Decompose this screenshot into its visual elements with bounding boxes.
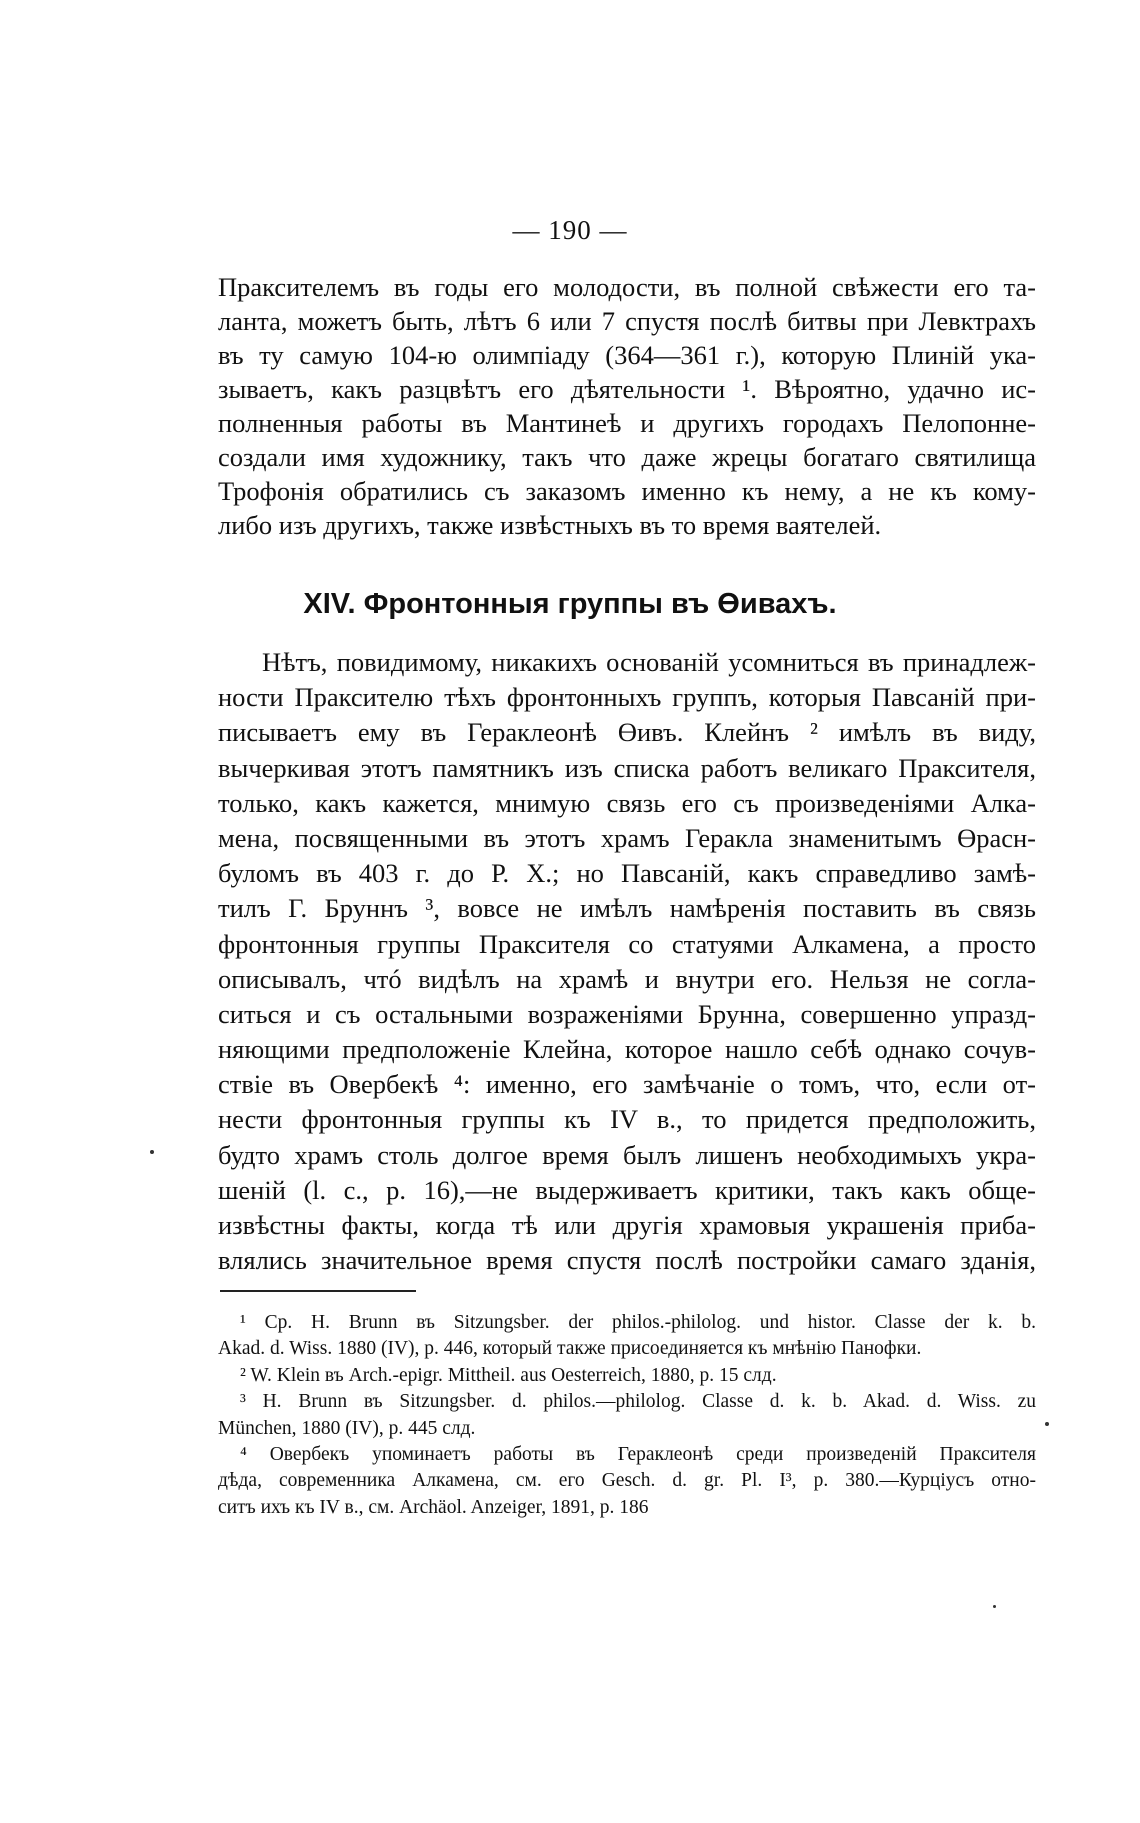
text-line: полненныя работы въ Мантинеѣ и другихъ городахъ Пелопонне- — [218, 408, 1036, 438]
text-line: создали имя художнику, такъ что даже жрецы богатаго святилища — [218, 442, 1036, 472]
text-line: Трофонія обратились съ заказомъ именно къ нему, а не къ кому- — [218, 476, 1036, 506]
text-line: ланта, можетъ быть, лѣтъ 6 или 7 спустя послѣ битвы при Левктрахъ — [218, 306, 1036, 336]
text-line: ситься и съ остальными возраженіями Брунна, совершенно упразд- — [218, 998, 1036, 1029]
text-line: писываетъ ему въ Гераклеонѣ Өивъ. Клейнъ ² имѣлъ въ виду, — [218, 717, 1036, 748]
scan-speck — [993, 1605, 996, 1608]
intro-paragraph — [218, 270, 1036, 542]
scan-speck — [1045, 1422, 1049, 1426]
section-heading: XIV. Фронтонныя группы въ Өивахъ. — [303, 588, 837, 620]
text-line: мена, посвященными въ этотъ храмъ Геракла знаменитымъ Өрасн- — [218, 822, 1036, 853]
text-line: шеній (l. c., p. 16),—не выдерживаетъ критики, такъ какъ обще- — [218, 1174, 1036, 1205]
footnote-line: ³ H. Brunn въ Sitzungsber. d. philos.—philolog. Classe d. k. b. Akad. d. Wiss. zu — [240, 1391, 1036, 1413]
text-line: фронтонныя группы Праксителя со статуями Алкамена, а просто — [218, 928, 1036, 959]
text-line: извѣстны факты, когда тѣ или другія храмовыя украшенія прибa- — [218, 1210, 1036, 1240]
text-line: зываетъ, какъ разцвѣтъ его дѣятельности ¹. Вѣроятно, удачно ис- — [218, 374, 1036, 404]
text-line: Праксителемъ въ годы его молодости, въ полной свѣжести его та- — [218, 272, 1036, 302]
footnote-line: ⁴ Овербекъ упоминаетъ работы въ Гераклеонѣ среди произведеній Праксителя — [240, 1443, 1036, 1465]
page-number: — 190 — — [512, 215, 628, 245]
text-line: ствіе въ Овербекѣ ⁴: именно, его замѣчаніе о томъ, что, если от- — [218, 1069, 1036, 1100]
text-line: только, какъ кажется, мнимую связь его съ произведеніями Алка- — [218, 787, 1036, 818]
text-line: описывалъ, чтó видѣлъ на храмѣ и внутри его. Нельзя не согла- — [218, 963, 1036, 994]
footnote-line: München, 1880 (IV), p. 445 слд. — [218, 1417, 476, 1439]
footnote-line: ¹ Ср. H. Brunn въ Sitzungsber. der philos.-philolog. und histor. Classe der k. b. — [240, 1312, 1036, 1333]
footnote-separator — [220, 1290, 416, 1292]
footnote-line: дѣда, современника Алкамена, см. его Gesch. d. gr. Pl. I³, p. 380.—Курціусъ отно- — [218, 1470, 1036, 1492]
text-line: Нѣтъ, повидимому, никакихъ основаній усомниться въ принадлеж- — [262, 647, 1036, 677]
text-line: либо изъ другихъ, также извѣстныхъ въ то время ваятелей. — [218, 510, 882, 540]
text-line: ности Праксителю тѣхъ фронтонныхъ группъ, которыя Павсаній при- — [218, 682, 1036, 713]
text-line: будто храмъ столь долгое время былъ лишенъ необходимыхъ укра- — [218, 1139, 1036, 1170]
text-line: вычеркивая этотъ памятникъ изъ списка работъ великаго Праксителя, — [218, 752, 1036, 783]
text-line: въ ту самую 104-ю олимпіаду (364—361 г.), которую Плиній ука- — [218, 340, 1036, 370]
footnotes — [218, 1310, 1036, 1521]
text-line: буломъ въ 403 г. до Р. Х.; но Павсаній, какъ справедливо замѣ- — [218, 858, 1036, 889]
text-line: няющими предположеніе Клейна, которое нашло себѣ однако сочув- — [218, 1034, 1036, 1065]
text-line: влялись значительное время спустя послѣ постройки самаго зданія, — [218, 1245, 1036, 1276]
text-line: нести фронтонныя группы къ IV в., то придется предположить, — [218, 1104, 1036, 1135]
main-paragraph — [218, 645, 1036, 1278]
footnote-line: ситъ ихъ къ IV в., см. Archäol. Anzeiger, 1891, p. 186 — [218, 1496, 649, 1518]
footnote-line: ² W. Klein въ Arch.-epigr. Mittheil. aus Oesterreich, 1880, p. 15 слд. — [240, 1364, 777, 1386]
text-line: тилъ Г. Бруннъ ³, вовсе не имѣлъ намѣренія поставить въ связь — [218, 893, 1036, 924]
scan-speck — [150, 1150, 154, 1154]
footnote-line: Akad. d. Wiss. 1880 (IV), p. 446, который также присоединяется къ мнѣнію Панофки. — [218, 1338, 922, 1360]
